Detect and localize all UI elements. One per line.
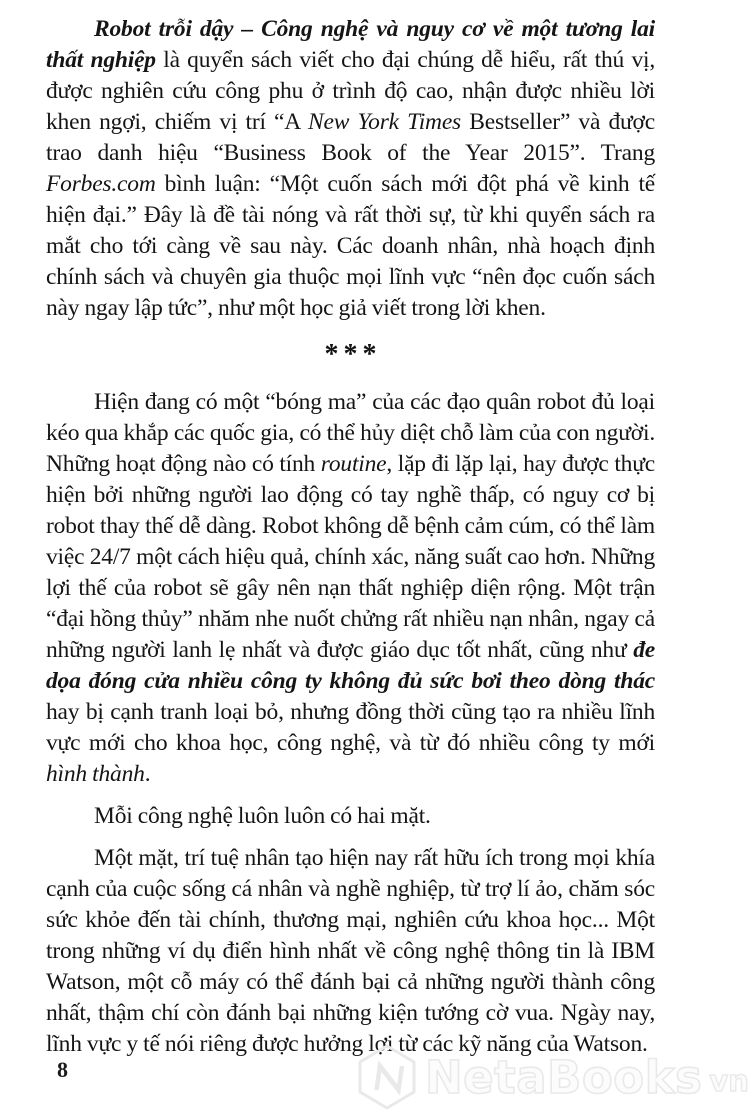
watermark-domain-suffix: vn bbox=[709, 1063, 749, 1098]
text-run: Hiện đang có một “bóng ma” của các đạo quân robot đủ loại kéo qua khắp các quốc gia, có thể hủy diệt chỗ làm của con người. Những hoạt động nào có tính bbox=[46, 389, 655, 477]
text-run: Bestseller” và được trao danh hiệu “Business Book of the Year 2015”. Trang bbox=[46, 109, 655, 166]
text-run: Forbes.com bbox=[46, 171, 156, 197]
hexagon-n-logo-icon bbox=[356, 1044, 418, 1110]
text-run: bình luận: “Một cuốn sách mới đột phá về kinh tế hiện đại.” Đây là đề tài nóng và rất thời sự, từ khi quyển sách ra mắt cho tới càng về sau này. Các doanh nhân, nhà hoạch định chính sách và chuyên gia thuộc mọi lĩnh vực “nên đọc cuốn sách này ngay lập tức”, như một học giả viết trong lời khen. bbox=[46, 171, 655, 321]
text-run: là quyển sách viết cho đại chúng dễ hiểu, rất thú vị, được nghiên cứu công phu ở trình độ cao, nhận được nhiều lời khen ngợi, chiếm vị trí “A bbox=[46, 47, 655, 135]
text-run: Một mặt, trí tuệ nhân tạo hiện nay rất hữu ích trong mọi khía cạnh của cuộc sống cá nhân và nghề nghiệp, từ trợ lí ảo, chăm sóc sức khỏe đến tài chính, thương mại, nghiên cứu khoa học... Một trong những ví dụ điển hình nhất về công nghệ thông tin là IBM Watson, một cỗ máy có thể đánh bại cả những người thành công nhất, thậm chí còn đánh bại những kiện tướng cờ vua. Ngày nay, lĩnh vực y tế nói riêng được hưởng lợi từ các kỹ năng của Watson. bbox=[46, 845, 655, 1057]
text-run: . bbox=[144, 761, 151, 787]
paragraph-intro-book-review bbox=[46, 14, 655, 324]
section-separator: *** bbox=[324, 339, 382, 370]
paragraph-ai-benefits-watson bbox=[46, 843, 655, 1060]
paragraph-two-sides bbox=[46, 801, 655, 832]
text-run: New York Times bbox=[308, 109, 462, 135]
paragraph-robot-threat bbox=[46, 387, 655, 790]
watermark-brand-text: NetaBooks bbox=[425, 1050, 703, 1104]
text-run: hay bị cạnh tranh loại bỏ, nhưng đồng thời cũng tạo ra nhiều lĩnh vực mới cho khoa học, công nghệ, và từ đó nhiều công ty mới bbox=[46, 699, 655, 756]
text-run: routine bbox=[320, 451, 387, 477]
text-run: hình thành bbox=[46, 761, 145, 787]
text-run: Robot trỗi dậy – Công nghệ và nguy cơ về một tương lai thất nghiệp bbox=[46, 16, 655, 73]
netabooks-watermark bbox=[356, 1044, 749, 1110]
text-run: , lặp đi lặp lại, hay được thực hiện bởi những người lao động có tay nghề thấp, có nguy cơ bị robot thay thế dễ dàng. Robot không dễ bệnh cảm cúm, có thể làm việc 24/7 một cách hiệu quả, chính xác, năng suất cao hơn. Những lợi thế của robot sẽ gây nên nạn thất nghiệp diện rộng. Một trận “đại hồng thủy” nhăm nhe nuốt chửng rất nhiều nạn nhân, ngay cả những người lanh lẹ nhất và được giáo dục tốt nhất, cũng như bbox=[46, 451, 655, 663]
text-run: Mỗi công nghệ luôn luôn có hai mặt. bbox=[94, 803, 431, 829]
page-number: 8 bbox=[57, 1057, 68, 1082]
text-run: đe dọa đóng cửa nhiều công ty không đủ sức bơi theo dòng thác bbox=[46, 637, 655, 694]
